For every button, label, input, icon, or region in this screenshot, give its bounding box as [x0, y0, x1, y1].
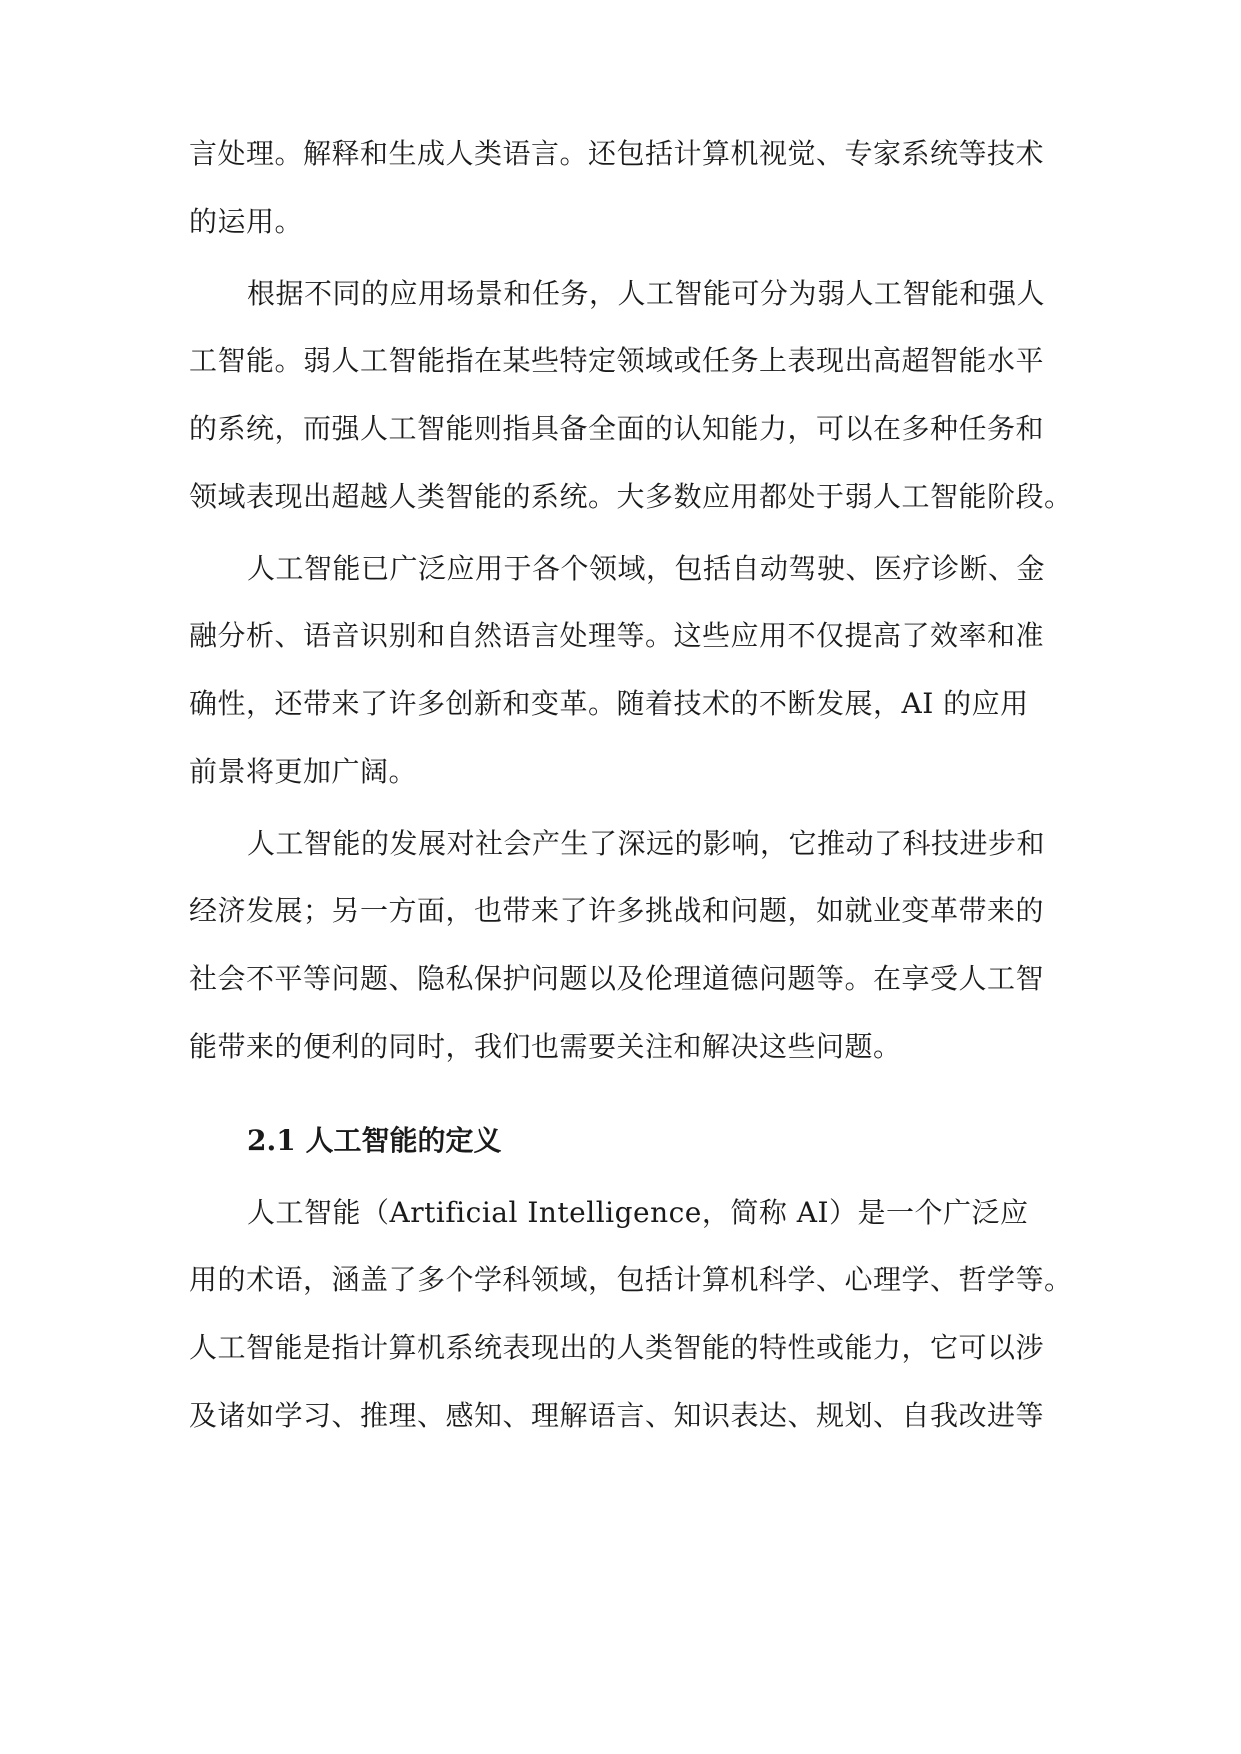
section-heading: 2.1 人工智能的定义	[247, 1124, 502, 1157]
paragraph-2-line-1: 根据不同的应用场景和任务，人工智能可分为弱人工智能和强人	[247, 277, 1046, 310]
paragraph-3-line-1: 人工智能已广泛应用于各个领域，包括自动驾驶、医疗诊断、金	[247, 552, 1046, 585]
paragraph-2-line-4: 领域表现出超越人类智能的系统。大多数应用都处于弱人工智能阶段。	[189, 480, 1073, 513]
paragraph-4-line-3: 社会不平等问题、隐私保护问题以及伦理道德问题等。在享受人工智	[189, 962, 1045, 995]
section-paragraph-line-4: 及诸如学习、推理、感知、理解语言、知识表达、规划、自我改进等	[189, 1399, 1045, 1432]
section-paragraph-line-3: 人工智能是指计算机系统表现出的人类智能的特性或能力，它可以涉	[189, 1331, 1045, 1364]
paragraph-2-line-2: 工智能。弱人工智能指在某些特定领域或任务上表现出高超智能水平	[189, 344, 1045, 377]
section-paragraph-line-1: 人工智能（Artificial Intelligence，简称 AI）是一个广泛应	[247, 1196, 1029, 1229]
paragraph-1-line-2: 的运用。	[189, 205, 304, 238]
paragraph-3-line-2: 融分析、语音识别和自然语言处理等。这些应用不仅提高了效率和准	[189, 619, 1045, 652]
paragraph-3-line-4: 前景将更加广阔。	[189, 755, 418, 788]
section-paragraph-line-2: 用的术语，涵盖了多个学科领域，包括计算机科学、心理学、哲学等。	[189, 1263, 1073, 1296]
paragraph-1-line-1: 言处理。解释和生成人类语言。还包括计算机视觉、专家系统等技术	[189, 137, 1045, 170]
paragraph-4-line-2: 经济发展；另一方面，也带来了许多挑战和问题，如就业变革带来的	[189, 894, 1045, 927]
paragraph-2-line-3: 的系统，而强人工智能则指具备全面的认知能力，可以在多种任务和	[189, 412, 1045, 445]
paragraph-4-line-4: 能带来的便利的同时，我们也需要关注和解决这些问题。	[189, 1030, 902, 1063]
paragraph-3-line-3: 确性，还带来了许多创新和变革。随着技术的不断发展，AI 的应用	[189, 687, 1029, 720]
paragraph-4-line-1: 人工智能的发展对社会产生了深远的影响，它推动了科技进步和	[247, 827, 1046, 860]
